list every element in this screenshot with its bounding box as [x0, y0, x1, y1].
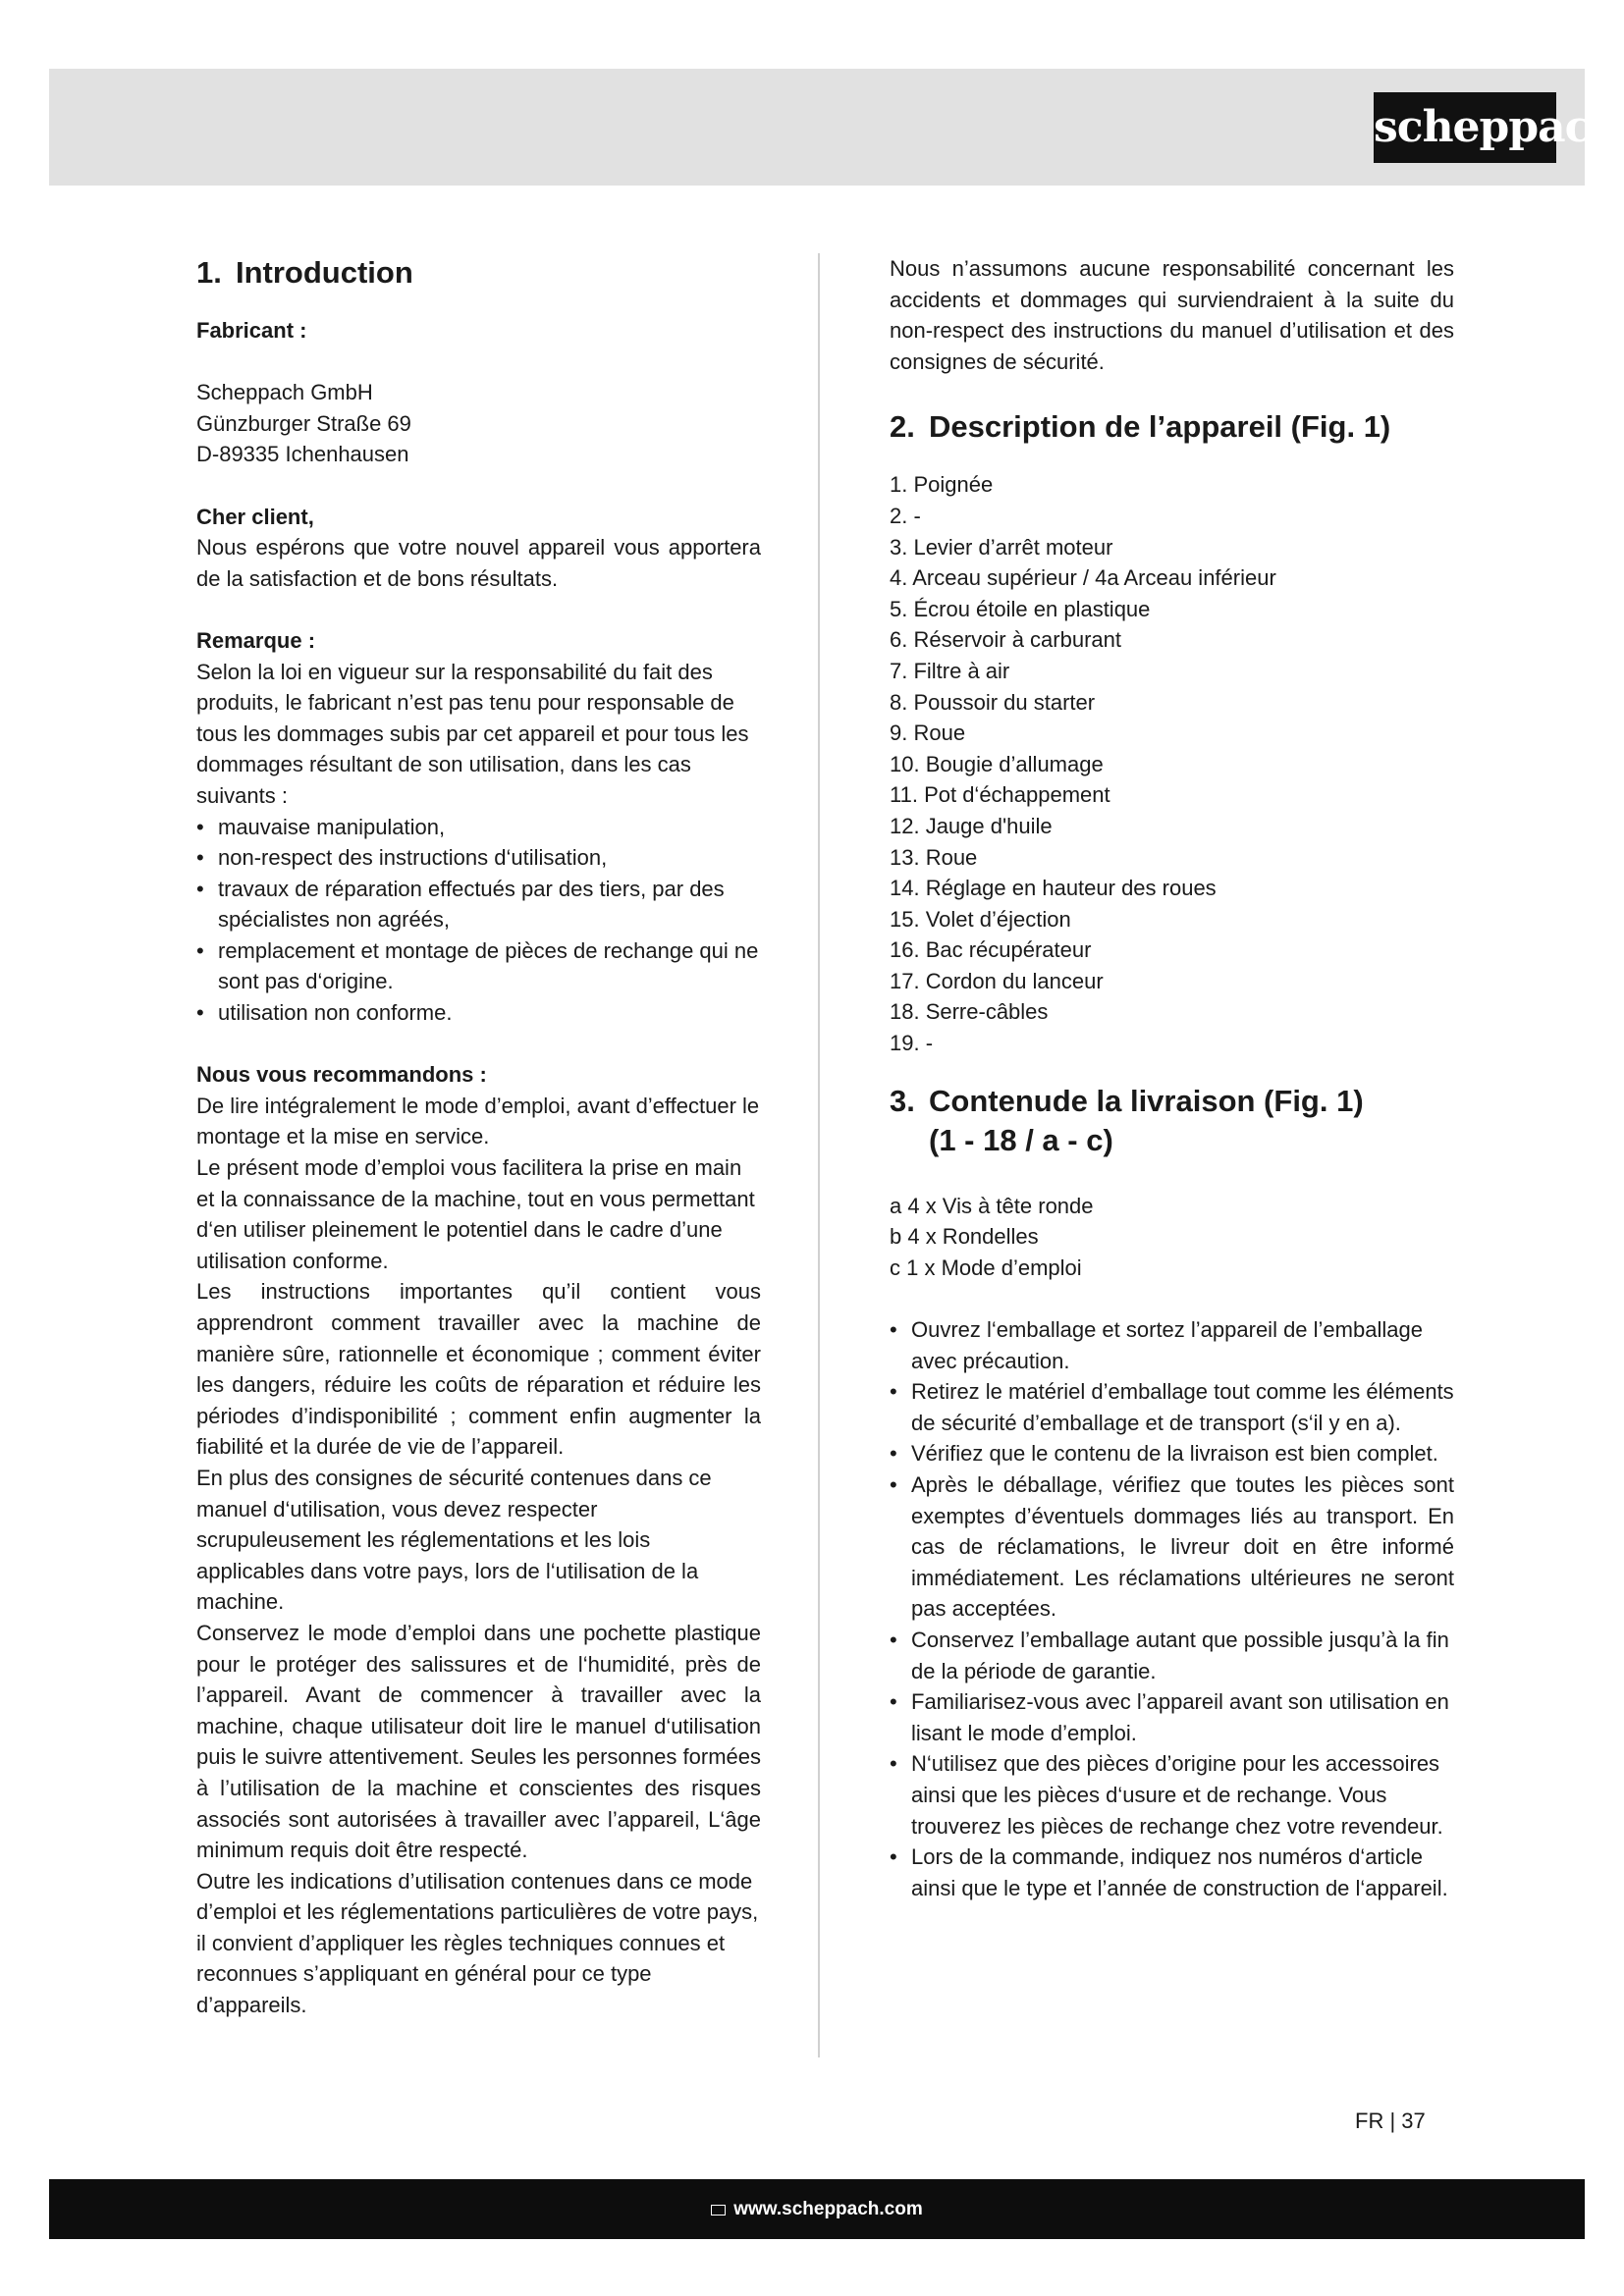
list-item: • Lors de la commande, indiquez nos numéros d‘article ainsi que le type et l’année de construction de l‘appareil. — [890, 1842, 1454, 1903]
content-item: b 4 x Rondelles — [890, 1224, 1039, 1250]
right-column — [890, 253, 1454, 1903]
address-line: Günzburger Straße 69 — [196, 410, 411, 436]
client-label: Cher client, — [196, 504, 314, 529]
list-item: 3. Levier d’arrêt moteur — [890, 534, 1113, 560]
header-band — [49, 69, 1585, 186]
list-item: 4. Arceau supérieur / 4a Arceau inférieur — [890, 565, 1276, 591]
list-item: • utilisation non conforme. — [196, 997, 761, 1029]
paragraph: Le présent mode d’emploi vous facilitera la prise en main et la connaissance de la machine, tout en vous permettant d‘en utiliser pleinement le potentiel dans le cadre d’une utilisation conforme. — [196, 1155, 755, 1273]
list-item: 7. Filtre à air — [890, 658, 1010, 683]
section-1-heading: 1. Introduction — [196, 255, 413, 290]
list-item: 19. - — [890, 1031, 934, 1056]
list-item: 5. Écrou étoile en plastique — [890, 596, 1151, 621]
footer-band — [49, 2179, 1585, 2239]
remarque-label: Remarque : — [196, 627, 316, 653]
list-item: 16. Bac récupérateur — [890, 937, 1092, 963]
list-item: 10. Bougie d’allumage — [890, 751, 1104, 776]
list-item: 11. Pot d‘échappement — [890, 782, 1110, 808]
paragraph: Conservez le mode d’emploi dans une pochette plastique pour le protéger des salissures et de l‘humidité, près de l’appareil. Avant de commencer à travailler avec la machine, chaque utilisateur doit lire le manuel d‘utilisation puis le suivre attentivement. Seules les personnes formées à l’utilisation de la machine et conscientes des risques associés sont autorisées à travailler avec l’appareil, L‘âge minimum requis doit être respecté. — [196, 1620, 761, 1863]
list-item: • mauvaise manipulation, — [196, 812, 761, 843]
paragraph: Les instructions importantes qu’il contient vous apprendront comment travailler avec la machine de manière sûre, rationnelle et économique ; comment éviter les dangers, réduire les coûts de réparation et réduire les périodes d’indisponibilité ; comment enfin augmenter la fiabilité et la durée de vie de l’appareil. — [196, 1279, 761, 1460]
list-item: 18. Serre-câbles — [890, 999, 1049, 1025]
fabricant-label: Fabricant : — [196, 318, 307, 343]
content-item: c 1 x Mode d’emploi — [890, 1255, 1082, 1280]
paragraph: Outre les indications d’utilisation contenues dans ce mode d’emploi et les réglementations particulières de votre pays, il convient d’appliquer les règles techniques connues et reconnues s’appliquant en général pour ce type d’appareils. — [196, 1868, 759, 2018]
list-item: • remplacement et montage de pièces de rechange qui ne sont pas d‘origine. — [196, 935, 761, 997]
list-item: • Après le déballage, vérifiez que toutes les pièces sont exemptes d’éventuels dommages liés au transport. En cas de réclamations, le livreur doit en être informé immédiatement. Les réclamations ultérieures ne seront pas acceptées. — [890, 1469, 1454, 1625]
section-2-heading: 2. Description de l’appareil (Fig. 1) — [890, 409, 1391, 445]
list-item: 6. Réservoir à carburant — [890, 627, 1121, 653]
remarque-text: Selon la loi en vigueur sur la responsabilité du fait des produits, le fabricant n’est pas tenu pour responsable de tous les dommages subis par cet appareil et pour tous les dommages résultant de son utilisation, dans les cas suivants : — [196, 659, 749, 808]
scheppach-logo: scheppach — [1374, 92, 1556, 163]
list-item: 1. Poignée — [890, 472, 994, 498]
paragraph: De lire intégralement le mode d’emploi, avant d’effectuer le montage et la mise en service. — [196, 1093, 760, 1149]
list-item: • Conservez l’emballage autant que possible jusqu’à la fin de la période de garantie. — [890, 1625, 1454, 1686]
left-column — [196, 253, 761, 2021]
list-item: 15. Volet d’éjection — [890, 906, 1071, 932]
column-divider — [818, 253, 820, 2057]
client-text: Nous espérons que votre nouvel appareil vous apportera de la satisfaction et de bons résultats. — [196, 535, 761, 591]
content-item: a 4 x Vis à tête ronde — [890, 1193, 1094, 1218]
list-item: 8. Poussoir du starter — [890, 689, 1096, 715]
list-item: • travaux de réparation effectués par des tiers, par des spécialistes non agréés, — [196, 874, 761, 935]
liability-text: Nous n’assumons aucune responsabilité concernant les accidents et dommages qui surviendraient à la suite du non-respect des instructions du manuel d’utilisation et des consignes de sécurité. — [890, 256, 1454, 374]
list-item: 17. Cordon du lanceur — [890, 968, 1104, 993]
parts-list — [890, 469, 1454, 1058]
remarque-bullets — [196, 812, 761, 1029]
section-3-heading: 3. Contenude la livraison (Fig. 1) (1 - 18 / a - c) — [890, 1083, 1364, 1157]
list-item: 12. Jauge d'huile — [890, 813, 1053, 838]
address-line: Scheppach GmbH — [196, 380, 373, 405]
list-item: • non-respect des instructions d‘utilisation, — [196, 842, 761, 874]
list-item: • Vérifiez que le contenu de la livraison est bien complet. — [890, 1438, 1454, 1469]
list-item: • Familiarisez-vous avec l’appareil avant son utilisation en lisant le mode d’emploi. — [890, 1686, 1454, 1748]
recommandons-label: Nous vous recommandons : — [196, 1062, 487, 1088]
list-item: • Retirez le matériel d’emballage tout comme les éléments de sécurité d’emballage et de transport (s‘il y en a). — [890, 1376, 1454, 1438]
list-item: 2. - — [890, 503, 921, 528]
monitor-icon — [711, 2205, 726, 2216]
list-item: 9. Roue — [890, 721, 966, 746]
page-number: FR | 37 — [1355, 2109, 1426, 2133]
list-item: 13. Roue — [890, 844, 978, 870]
delivery-bullets — [890, 1314, 1454, 1903]
address-line: D-89335 Ichenhausen — [196, 442, 409, 467]
list-item: 14. Réglage en hauteur des roues — [890, 876, 1217, 901]
website-link[interactable]: www.scheppach.com — [733, 2199, 923, 2219]
paragraph: En plus des consignes de sécurité contenues dans ce manuel d‘utilisation, vous devez respecter scrupuleusement les réglementations et les lois applicables dans votre pays, lors de l‘utilisation de la machine. — [196, 1465, 712, 1615]
list-item: • Ouvrez l‘emballage et sortez l’appareil de l’emballage avec précaution. — [890, 1314, 1454, 1376]
list-item: • N‘utilisez que des pièces d’origine pour les accessoires ainsi que les pièces d‘usure et de rechange. Vous trouverez les pièces de rechange chez votre revendeur. — [890, 1748, 1454, 1842]
